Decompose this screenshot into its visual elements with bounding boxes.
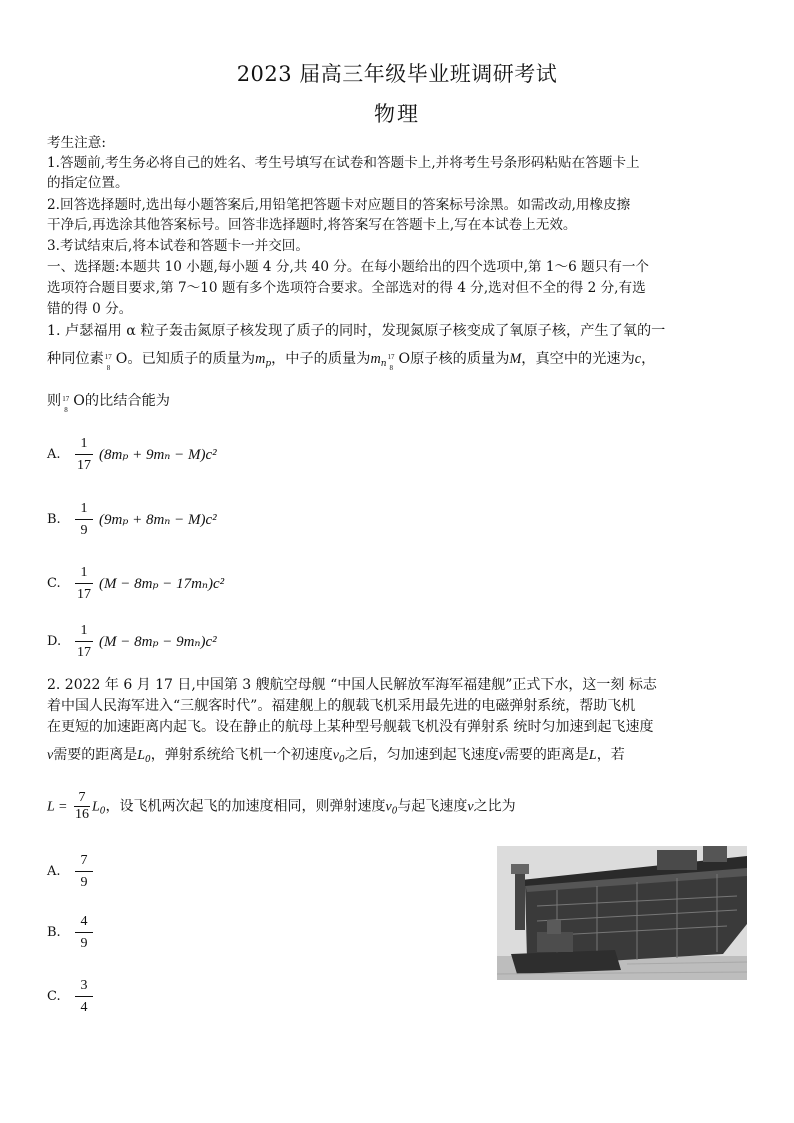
fraction: 1 9: [75, 500, 93, 540]
notice-line: 干净后,再选涂其他答案标号。回答非选择题时,将答案写在答题卡上,写在本试卷上无效。: [47, 217, 577, 233]
fraction: 4 9: [75, 913, 93, 953]
q1-stem-line: 种同位素 17 8 O。已知质子的质量为$m_p$，中子的质量为$m_n$ 17 8 O原子核的质量为M，真空中的光速为c，: [47, 351, 656, 372]
fraction: $\frac{7}{16}$: [74, 790, 89, 822]
isotope-symbol: 17 8: [387, 353, 395, 372]
notice-line: 2.回答选择题时,选出每小题答案后,用铅笔把答题卡对应题目的答案标号涂黑。如需改动,用橡皮擦: [47, 197, 631, 213]
q1-stem-line: 1. 卢瑟福用 α 粒子轰击氮原子核发现了质子的同时，发现氮原子核变成了氧原子核，产生了氧的一: [47, 323, 666, 339]
notice-line: 1.答题前,考生务必将自己的姓名、考生号填写在试卷和答题卡上,并将考生号条形码粘贴在答题卡上: [47, 155, 640, 171]
q2-stem-line: v需要的距离是$L_0$，弹射系统给飞机一个初速度$v_0$之后，匀加速到起飞速度v需要的距离是L，若: [47, 747, 625, 765]
fraction: 7 9: [75, 852, 93, 892]
q2-stem-line: 着中国人民海军进入“三舰客时代”。福建舰上的舰载飞机采用最先进的电磁弹射系统，帮助飞机: [47, 698, 636, 714]
option-expression: (M − 8mₚ − 17mₙ)c²: [99, 576, 225, 592]
subject-title: 物理: [374, 102, 420, 126]
notice-line: 3.考试结束后,将本试卷和答题卡一并交回。: [47, 238, 309, 254]
option-expression: (M − 8mₚ − 9mₙ)c²: [99, 634, 217, 650]
exam-title: 2023 届高三年级毕业班调研考试: [236, 62, 558, 86]
section-instruction: 错的得 0 分。: [47, 301, 133, 317]
aircraft-carrier-icon: [497, 846, 747, 980]
fraction: 1 17: [77, 436, 91, 473]
aircraft-carrier-photo: [497, 846, 747, 980]
section-instruction: 选项符合题目要求,第 7～10 题有多个选项符合要求。全部选对的得 4 分,选对但不全的得 2 分,有选: [47, 280, 646, 296]
q2-stem-line: L = $\frac{7}{16}$ $L_0$，设飞机两次起飞的加速度相同，则弹射速度$v_0$与起飞速度v之比为: [47, 790, 516, 822]
notice-heading: 考生注意:: [47, 135, 106, 151]
q1-stem-line: 则 17 8 O的比结合能为: [47, 393, 170, 414]
isotope-symbol: 17 8: [62, 395, 70, 414]
option-expression: (8mₚ + 9mₙ − M)c²: [99, 447, 217, 463]
exam-page: 2023 届高三年级毕业班调研考试 物理 考生注意: 1.答题前,考生务必将自己的姓名、考生号填写在试卷和答题卡上,并将考生号条形码粘贴在答题卡上 的指定位置。 2.回答选择题时,选出每小题答案后,用铅笔把答题卡对应题目的答案标号涂黑。如需改动,用橡皮擦 干净后,再选涂其他答案标号。回答非选择题时,将答案写在答题卡上,写在本试卷上无效。 3.考试结束后,将本试卷和答题卡一并交回。 一、选择题:本题共 10 小题,每小题 4 分,共 40 分。在每小题给出的四个选项中,第 1～6 题只有一个 选项符合题目要求,第 7～10 题有多个选项符合要求。全部选对的得 4 分,选对但不全的得 2 分,有选 错的得 0 分。 1. 卢瑟福用 α 粒子轰击氮原子核发现了质子的同时，发现氮原子核变成了氧原子核，产生了氧的一 种同位素 17 8 O。已知质子的质量为$m_p$，中子的质量为$m_n$ 17 8 O原子核的质量为M，真空中的光速为c， 则 17 8 O的比结合能为 A. 1 17 (8mₚ + 9mₙ − M)c² B. 1 9 (9mₚ + 8mₙ − M)c² C. 1 17 (M − 8mₚ − 17mₙ)c² D. 1 17 (M − 8mₚ − 9mₙ)c² 2. 2022 年 6 月 17 日,中国第 3 艘航空母舰 “中国人民解放军海军福建舰”正式下水，这一刻 标志 着中国人民海军进入“三舰客时代”。福建舰上的舰载飞机采用最先进的电磁弹射系统，帮助飞机 在更短的加速距离内起飞。设在静止的航母上某种型号舰载飞机没有弹射系 统时匀加速到起飞速度 v需要的距离是$L_0$，弹射系统给飞机一个初速度$v_0$之后，匀加速到起飞速度v需要的距离是L，若 L = $\frac{7}{16}$ $L_0$，设飞机两次起飞的加速度相同，则弹射速度$v_0$与起飞速度v之比为 A. 7 9 B. 4 9 C. 3 4: [0, 0, 794, 1123]
q2-stem-line: 2. 2022 年 6 月 17 日,中国第 3 艘航空母舰 “中国人民解放军海军福建舰”正式下水，这一刻 标志: [47, 677, 657, 693]
notice-line: 的指定位置。: [47, 175, 129, 191]
fraction: 1 17: [77, 565, 91, 602]
q2-stem-line: 在更短的加速距离内起飞。设在静止的航母上某种型号舰载飞机没有弹射系 统时匀加速到起飞速度: [47, 719, 654, 735]
fraction: 1 17: [77, 623, 91, 660]
fraction: 3 4: [75, 977, 93, 1017]
isotope-symbol: 17 8: [104, 353, 112, 372]
section-instruction: 一、选择题:本题共 10 小题,每小题 4 分,共 40 分。在每小题给出的四个选项中,第 1～6 题只有一个: [47, 259, 650, 275]
option-expression: (9mₚ + 8mₙ − M)c²: [99, 512, 217, 528]
